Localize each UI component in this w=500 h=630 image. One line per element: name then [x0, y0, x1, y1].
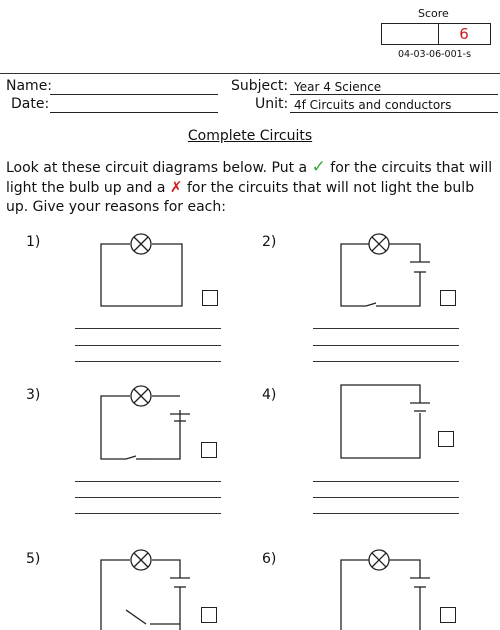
instruction-part1: Look at these circuit diagrams below. Put a — [6, 160, 308, 176]
answer-checkbox[interactable] — [440, 607, 456, 623]
circuit-wire — [341, 560, 369, 630]
instruction-part2: for the circuits that will light the bulb up and a — [6, 160, 493, 196]
question-number: 2) — [262, 234, 277, 250]
circuit-wire — [389, 560, 420, 578]
question-number: 6) — [262, 551, 277, 567]
subject-label: Subject: — [231, 78, 289, 94]
question-number: 5) — [26, 551, 41, 567]
score-value: 6 — [459, 25, 469, 43]
tick-icon: ✓ — [311, 157, 326, 177]
question-number: 4) — [262, 387, 277, 403]
unit-label: Unit: — [255, 96, 289, 112]
cross-icon: ✗ — [169, 178, 183, 196]
subject-value: Year 4 Science — [294, 80, 382, 94]
name-label: Name: — [6, 78, 53, 94]
unit-value: 4f Circuits and conductors — [294, 98, 452, 112]
date-label: Date: — [11, 96, 50, 112]
worksheet-code: 04-03-06-001-s — [398, 49, 472, 60]
instruction-part3: for the circuits that will not light the bulb up. Give your reasons for each: — [6, 180, 475, 215]
worksheet-title: Complete Circuits — [187, 128, 313, 144]
question-number: 3) — [26, 387, 41, 403]
score-label: Score — [418, 7, 449, 20]
question-number: 1) — [26, 234, 41, 250]
